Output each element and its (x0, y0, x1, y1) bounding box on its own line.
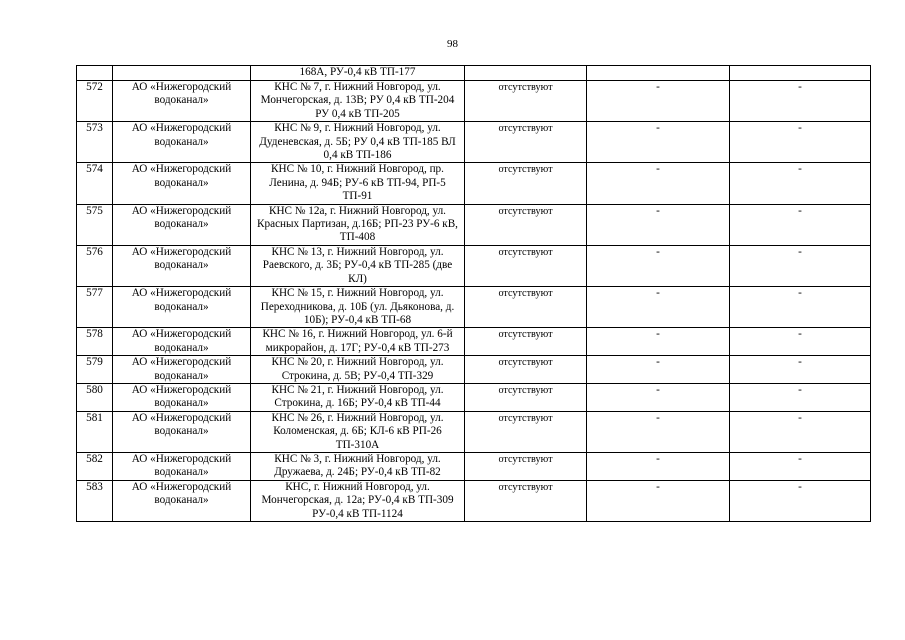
cell-num: 581 (77, 411, 113, 452)
cell-org: АО «Нижегородский водоканал» (113, 452, 251, 480)
cell-num: 578 (77, 328, 113, 356)
cell-col6: - (730, 356, 871, 384)
cell-object: КНС № 15, г. Нижний Новгород, ул. Переходникова, д. 10Б (ул. Дьяконова, д. 10Б); РУ-0,4 кВ ТП-68 (251, 287, 465, 328)
cell-num: 579 (77, 356, 113, 384)
table-row-continuation (77, 66, 871, 81)
table-row (77, 480, 871, 521)
cell-col6 (730, 66, 871, 81)
cell-num (77, 66, 113, 81)
cell-object: КНС № 20, г. Нижний Новгород, ул. Строкина, д. 5В; РУ-0,4 ТП-329 (251, 356, 465, 384)
cell-num: 574 (77, 163, 113, 204)
cell-org: АО «Нижегородский водоканал» (113, 81, 251, 122)
table-row (77, 328, 871, 356)
cell-col5: - (587, 81, 730, 122)
cell-col6: - (730, 122, 871, 163)
cell-object: КНС № 7, г. Нижний Новгород, ул. Мончегорская, д. 13В; РУ 0,4 кВ ТП-204 РУ 0,4 кВ ТП-205 (251, 81, 465, 122)
cell-col6: - (730, 328, 871, 356)
cell-num: 583 (77, 480, 113, 521)
cell-org: АО «Нижегородский водоканал» (113, 328, 251, 356)
cell-col6: - (730, 163, 871, 204)
cell-object: КНС № 13, г. Нижний Новгород, ул. Раевского, д. 3Б; РУ-0,4 кВ ТП-285 (две КЛ) (251, 245, 465, 286)
cell-object: КНС № 21, г. Нижний Новгород, ул. Строкина, д. 16Б; РУ-0,4 кВ ТП-44 (251, 383, 465, 411)
cell-col5: - (587, 287, 730, 328)
cell-object: КНС № 12а, г. Нижний Новгород, ул. Красных Партизан, д.16Б; РП-23 РУ-6 кВ, ТП-408 (251, 204, 465, 245)
cell-col5: - (587, 204, 730, 245)
cell-col5: - (587, 245, 730, 286)
cell-org: АО «Нижегородский водоканал» (113, 245, 251, 286)
cell-state: отсутствуют (465, 452, 587, 480)
cell-object: КНС, г. Нижний Новгород, ул. Мончегорская, д. 12а; РУ-0,4 кВ ТП-309 РУ-0,4 кВ ТП-1124 (251, 480, 465, 521)
table-row (77, 163, 871, 204)
cell-org: АО «Нижегородский водоканал» (113, 383, 251, 411)
cell-num: 577 (77, 287, 113, 328)
cell-num: 575 (77, 204, 113, 245)
table-row (77, 122, 871, 163)
cell-state: отсутствуют (465, 81, 587, 122)
cell-col6: - (730, 452, 871, 480)
cell-object: 168А, РУ-0,4 кВ ТП-177 (251, 66, 465, 81)
cell-col6: - (730, 287, 871, 328)
cell-state: отсутствуют (465, 328, 587, 356)
cell-col5: - (587, 411, 730, 452)
cell-col5: - (587, 356, 730, 384)
cell-org: АО «Нижегородский водоканал» (113, 411, 251, 452)
cell-col5: - (587, 328, 730, 356)
cell-num: 572 (77, 81, 113, 122)
cell-num: 573 (77, 122, 113, 163)
cell-org: АО «Нижегородский водоканал» (113, 480, 251, 521)
cell-num: 576 (77, 245, 113, 286)
table-row (77, 204, 871, 245)
cell-org (113, 66, 251, 81)
cell-object: КНС № 9, г. Нижний Новгород, ул. Дуденевская, д. 5Б; РУ 0,4 кВ ТП-185 ВЛ 0,4 кВ ТП-186 (251, 122, 465, 163)
cell-state: отсутствуют (465, 411, 587, 452)
cell-state: отсутствуют (465, 383, 587, 411)
cell-col6: - (730, 383, 871, 411)
cell-org: АО «Нижегородский водоканал» (113, 163, 251, 204)
cell-col6: - (730, 480, 871, 521)
cell-state: отсутствуют (465, 163, 587, 204)
cell-org: АО «Нижегородский водоканал» (113, 204, 251, 245)
cell-object: КНС № 3, г. Нижний Новгород, ул. Дружаева, д. 24Б; РУ-0,4 кВ ТП-82 (251, 452, 465, 480)
registry-table (76, 65, 871, 522)
cell-org: АО «Нижегородский водоканал» (113, 287, 251, 328)
cell-col5: - (587, 452, 730, 480)
table-row (77, 383, 871, 411)
table-row (77, 81, 871, 122)
cell-col6: - (730, 81, 871, 122)
cell-state: отсутствуют (465, 204, 587, 245)
table-row (77, 287, 871, 328)
cell-col6: - (730, 411, 871, 452)
cell-num: 582 (77, 452, 113, 480)
cell-object: КНС № 16, г. Нижний Новгород, ул. 6-й микрорайон, д. 17Г; РУ-0,4 кВ ТП-273 (251, 328, 465, 356)
cell-org: АО «Нижегородский водоканал» (113, 122, 251, 163)
table-row (77, 411, 871, 452)
page-number: 98 (447, 38, 458, 50)
table-row (77, 245, 871, 286)
cell-col6: - (730, 204, 871, 245)
cell-num: 580 (77, 383, 113, 411)
cell-col5: - (587, 480, 730, 521)
table-row (77, 452, 871, 480)
cell-state (465, 66, 587, 81)
table-row (77, 356, 871, 384)
registry-table-body (77, 66, 871, 522)
cell-col5: - (587, 163, 730, 204)
cell-org: АО «Нижегородский водоканал» (113, 356, 251, 384)
cell-state: отсутствуют (465, 122, 587, 163)
cell-object: КНС № 10, г. Нижний Новгород, пр. Ленина, д. 94Б; РУ-6 кВ ТП-94, РП-5 ТП-91 (251, 163, 465, 204)
cell-state: отсутствуют (465, 245, 587, 286)
cell-col5 (587, 66, 730, 81)
cell-col5: - (587, 122, 730, 163)
cell-col5: - (587, 383, 730, 411)
cell-object: КНС № 26, г. Нижний Новгород, ул. Коломенская, д. 6Б; КЛ-6 кВ РП-26 ТП-310А (251, 411, 465, 452)
cell-col6: - (730, 245, 871, 286)
cell-state: отсутствуют (465, 356, 587, 384)
cell-state: отсутствуют (465, 287, 587, 328)
cell-state: отсутствуют (465, 480, 587, 521)
